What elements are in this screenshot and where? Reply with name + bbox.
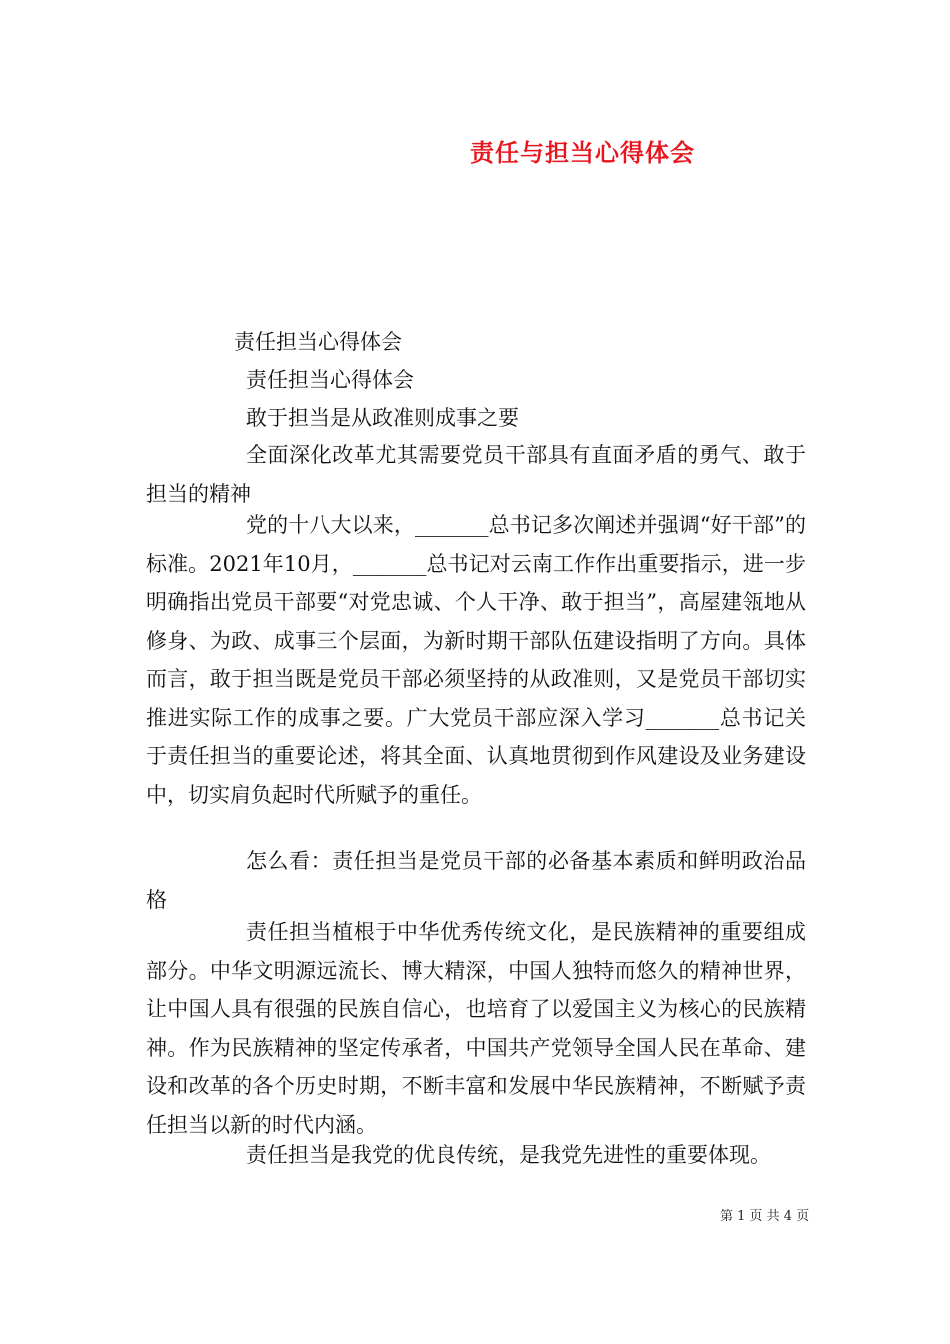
paragraph-3: 怎么看：责任担当是党员干部的必备基本素质和鲜明政治品格 [146, 849, 806, 912]
paragraph-4: 责任担当植根于中华优秀传统文化，是民族精神的重要组成部分。中华文明源远流长、博大精深，中国人独特而悠久的精神世界，让中国人具有很强的民族自信心，也培育了以爱国主义为核心的民族精神。作为民族精神的坚定传承者，中国共产党领导全国人民在革命、建设和改革的各个历史时期，不断丰富和发展中华民族精神，不断赋予责任担当以新的时代内涵。 [146, 920, 806, 1137]
subtitle-line-2: 责任担当心得体会 [246, 368, 414, 392]
subtitle-line-1: 责任担当心得体会 [234, 330, 402, 354]
paragraph-1: 全面深化改革尤其需要党员干部具有直面矛盾的勇气、敢于担当的精神 [146, 443, 806, 506]
section-heading: 敢于担当是从政准则成事之要 [246, 406, 519, 430]
page-number-footer: 第 1 页 共 4 页 [720, 1209, 810, 1224]
paragraph-2: 党的十八大以来，_______总书记多次阐述并强调“好干部”的标准。2021年10月，_______总书记对云南工作作出重要指示，进一步明确指出党员干部要“对党忠诚、个人干净、敢于担当”，高屋建瓴地从修身、为政、成事三个层面，为新时期干部队伍建设指明了方向。具体而言，敢于担当既是党员干部必须坚持的从政准则，又是党员干部切实推进实际工作的成事之要。广大党员干部应深入学习_______总书记关于责任担当的重要论述，将其全面、认真地贯彻到作风建设及业务建设中，切实肩负起时代所赋予的重任。 [146, 513, 806, 807]
paragraph-5: 责任担当是我党的优良传统，是我党先进性的重要体现。 [246, 1143, 771, 1167]
document-title: 责任与担当心得体会 [470, 138, 695, 167]
